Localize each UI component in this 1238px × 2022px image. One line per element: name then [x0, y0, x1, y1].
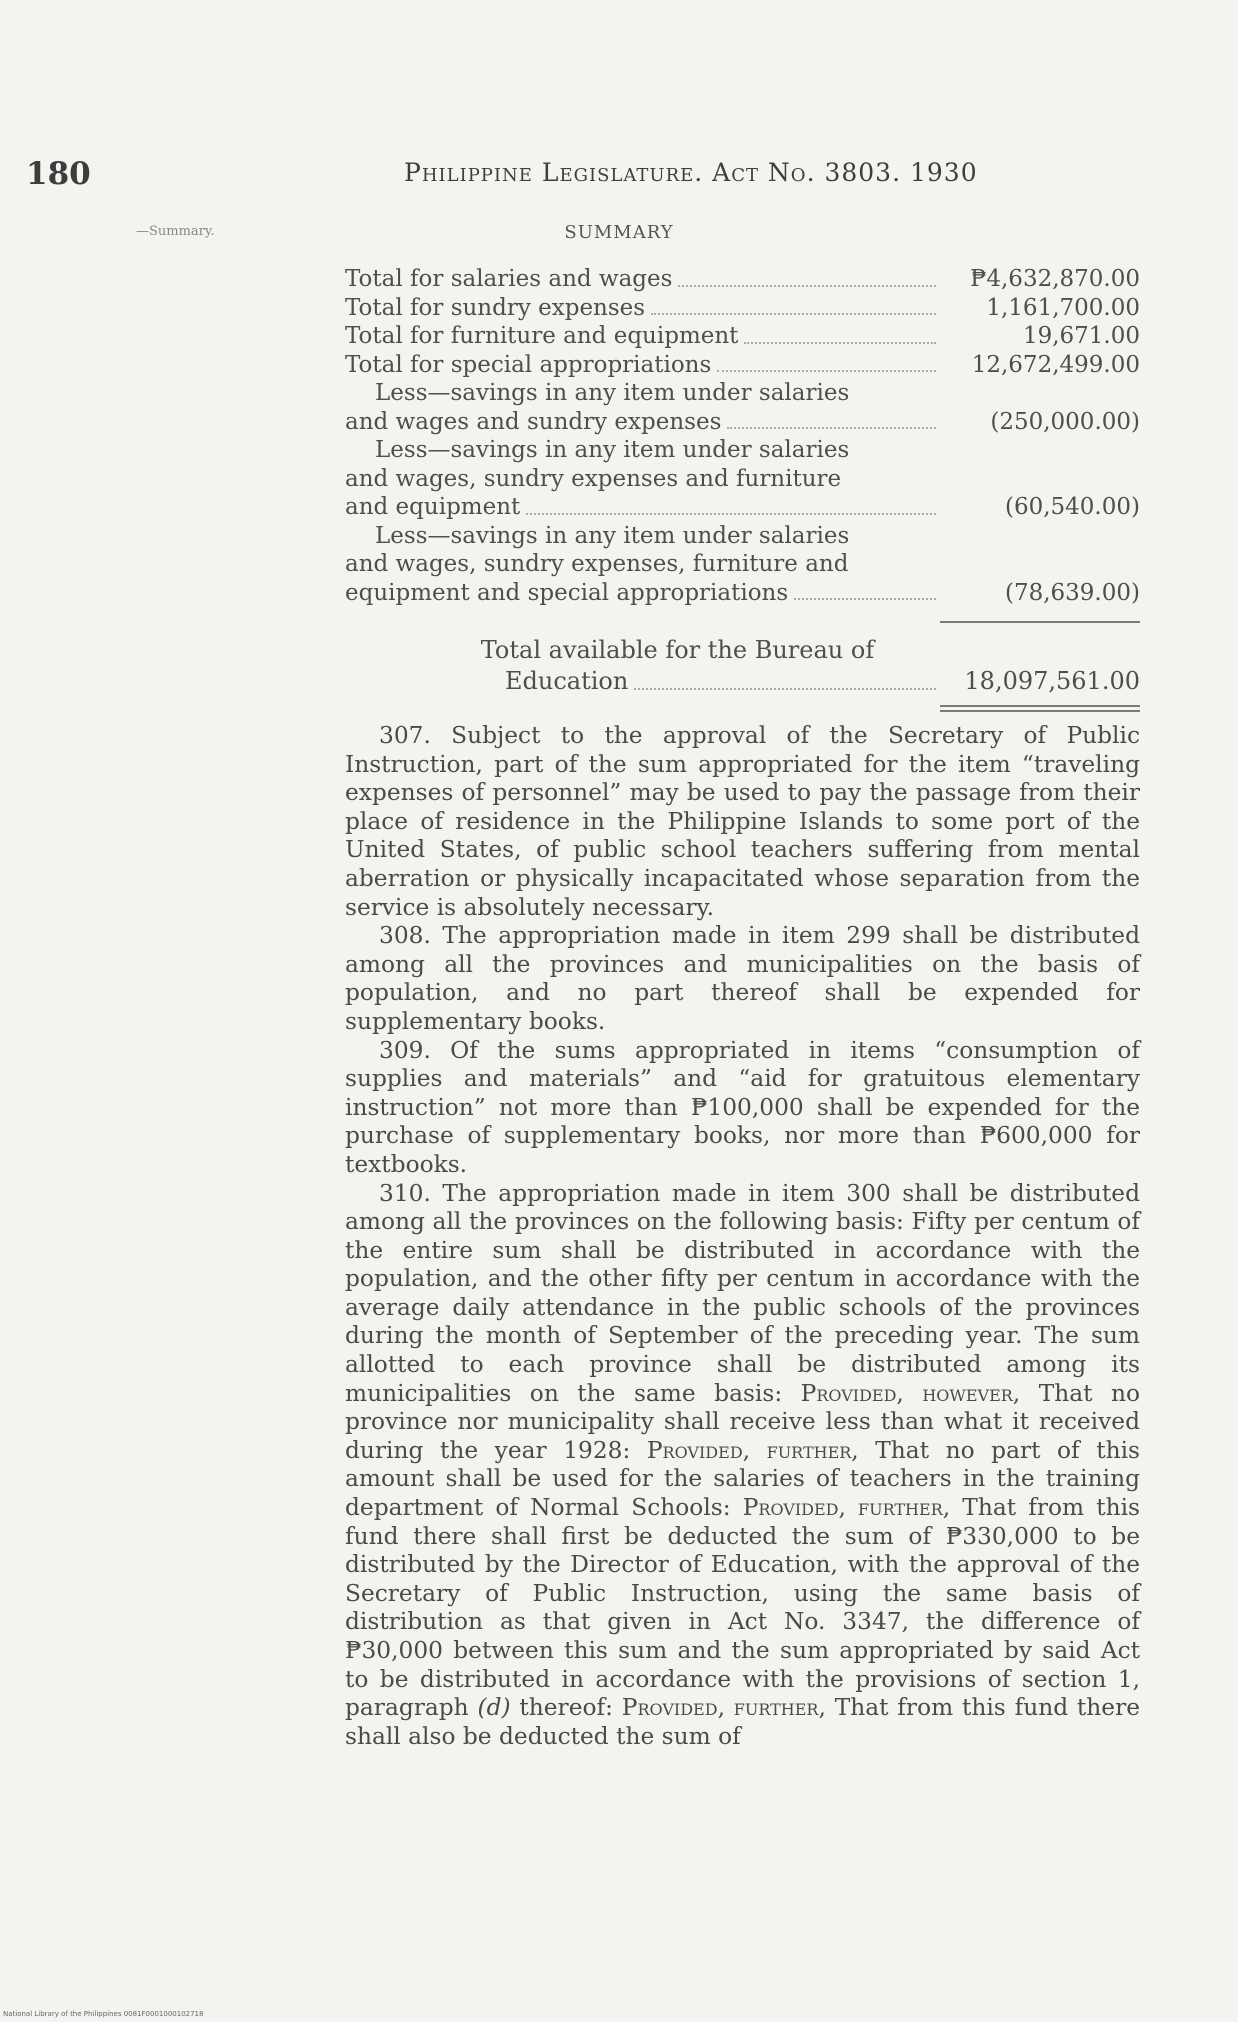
total-block: [345, 635, 1140, 697]
row-amount: 19,671.00: [1022, 323, 1140, 349]
dot-leader: [651, 313, 936, 315]
proviso-keyword: Provided, further,: [742, 1494, 951, 1522]
savings-row: [345, 579, 1140, 608]
side-note: —Summary.: [136, 224, 215, 239]
text-span: That from this fund there shall first be deducted the sum of ₱330,000 to be distributed by the Director of Education, with the approval of the Secretary of Public Instruction, using the same basis of distribution as that given in Act No. 3347, the difference of ₱30,000 between this sum and the sum appropriated by said Act to be distributed in accordance with the provisions of section 1, paragraph: [345, 1494, 1141, 1722]
dot-leader: [727, 427, 936, 429]
row-label: Total for salaries and wages: [345, 266, 673, 292]
dot-leader: [717, 370, 936, 372]
dot-leader: [678, 285, 936, 287]
row-label: Total for special appropriations: [345, 351, 712, 378]
text-span: That no province nor municipality shall receive less than what it received during the year 1928:: [345, 1379, 1140, 1464]
savings-amount: (78,639.00): [1004, 579, 1140, 606]
total-label-line: Total available for the Bureau of: [480, 636, 875, 664]
savings-label-line: Less—savings in any item under salaries: [375, 522, 850, 549]
proviso-keyword: Provided, however,: [800, 1379, 1021, 1407]
paragraph-letter: (d): [477, 1694, 511, 1722]
savings-label-line: and wages, sundry expenses and furniture: [345, 465, 842, 492]
total-double-rule: [940, 705, 1140, 712]
summary-title: SUMMARY: [564, 222, 674, 243]
summary-row: [345, 294, 1140, 323]
row-label: Total for furniture and equipment: [345, 323, 739, 349]
savings-label-line: equipment and special appropriations: [345, 579, 789, 606]
text-span: That from this fund there shall also be deducted the sum of: [345, 1694, 1141, 1750]
dot-leader: [526, 513, 936, 515]
savings-label-line: Less—savings in any item under salaries: [375, 437, 850, 463]
running-head: Philippine Legislature. Act No. 3803. 1930: [404, 158, 978, 187]
dot-leader: [794, 598, 936, 600]
dot-leader: [744, 342, 936, 344]
row-amount: ₱4,632,870.00: [970, 266, 1140, 292]
savings-row: [345, 408, 1140, 437]
summary-row: [345, 351, 1140, 380]
savings-row: [345, 550, 1140, 579]
row-amount: 1,161,700.00: [986, 294, 1140, 321]
paragraph-309: 309. Of the sums appropriated in items “consumption of supplies and materials” and “aid for gratuitous elementary instruction” not more than ₱100,000 shall be expended for the purchase of supplementary books, nor more than ₱600,000 for textbooks.: [345, 1036, 1140, 1178]
savings-label-line: and equipment: [345, 494, 521, 520]
total-label-line: Education: [505, 667, 629, 695]
savings-row: [345, 465, 1140, 494]
subtotal-rule: [940, 621, 1140, 635]
savings-amount: (60,540.00): [1004, 494, 1140, 520]
savings-row: [345, 379, 1140, 408]
summary-table: [345, 265, 1140, 712]
dot-leader: [634, 688, 936, 690]
text-span: thereof:: [519, 1694, 613, 1722]
summary-row: [345, 265, 1140, 294]
text-span: 310. The appropriation made in item 300 shall be distributed among all the provinces on the following basis: Fifty per centum of the entire sum shall be distributed in accordance with the population, and the other fifty per centum in accordance with the average daily attendance in the public schools of the provinces during the month of September of the preceding year. The sum allotted to each province shall be distributed among its municipalities on the same basis:: [345, 1179, 1140, 1407]
savings-amount: (250,000.00): [990, 408, 1140, 435]
savings-label-line: and wages, sundry expenses, furniture and: [345, 551, 849, 577]
paragraph-307: 307. Subject to the approval of the Secretary of Public Instruction, part of the sum appropriated for the item “traveling expenses of personnel” may be used to pay the passage from their place of residence in the Philippine Islands to some port of the United States, of public school teachers suffering from mental aberration or physically incapacitated whose separation from the service is absolutely necessary.: [345, 722, 1140, 921]
body-text: [345, 722, 1140, 1751]
scan-label: National Library of the Philippines 0081F0001000102718: [3, 2010, 204, 2018]
paragraph-310: [345, 1180, 1140, 1752]
text-span: That no part of this amount shall be used for the salaries of teachers in the training department of Normal Schools:: [345, 1436, 1140, 1522]
page-number: 180: [26, 156, 91, 192]
proviso-keyword: Provided, further,: [646, 1436, 859, 1464]
summary-row: [345, 322, 1140, 351]
savings-row: [345, 522, 1140, 551]
savings-row: [345, 436, 1140, 465]
proviso-keyword: Provided, further,: [621, 1694, 826, 1722]
row-amount: 12,672,499.00: [971, 351, 1140, 378]
paragraph-308: 308. The appropriation made in item 299 shall be distributed among all the provinces and municipalities on the basis of population, and no part thereof shall be expended for supplementary books.: [345, 922, 1140, 1035]
row-label: Total for sundry expenses: [345, 294, 646, 321]
savings-label-line: Less—savings in any item under salaries: [375, 380, 850, 406]
total-amount: 18,097,561.00: [964, 667, 1140, 695]
savings-row: [345, 493, 1140, 522]
savings-label-line: and wages and sundry expenses: [345, 408, 722, 435]
